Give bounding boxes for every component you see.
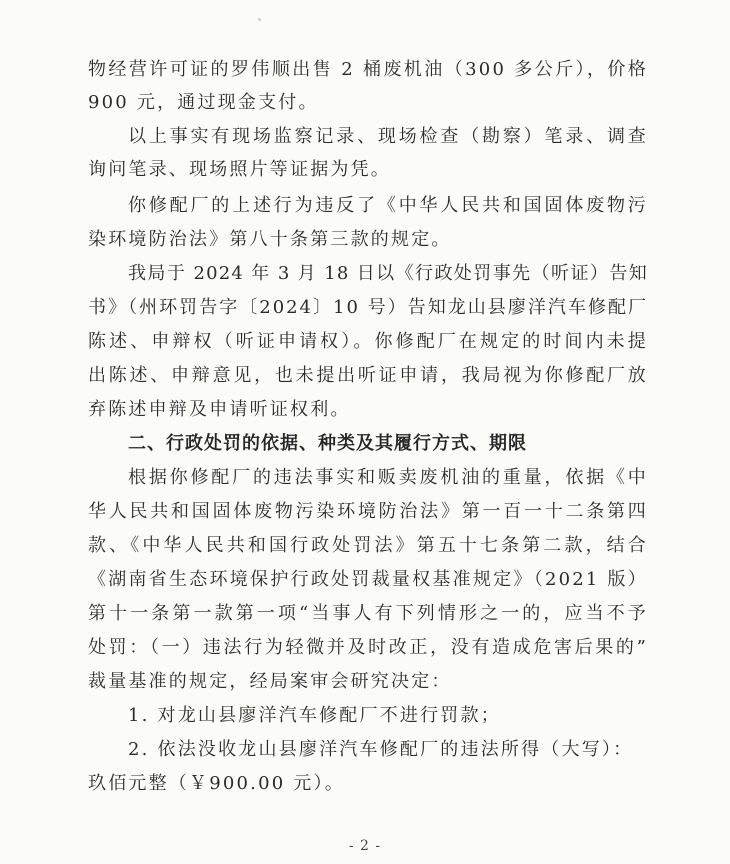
scan-speck [258,18,261,21]
list-item: 1. 对龙山县廖洋汽车修配厂不进行罚款； [128,705,501,726]
page-number: - 2 - [348,838,382,854]
body-line: 第十一条第一款第一项“当事人有下列情形之一的，应当不予 [88,603,648,624]
body-line: 书》（州环罚告字〔2024〕10 号）告知龙山县廖洋汽车修配厂 [88,297,648,318]
body-line: 陈述、申辩权（听证申请权）。你修配厂在规定的时间内未提 [88,331,648,352]
section-heading: 二、行政处罚的依据、种类及其履行方式、期限 [128,433,527,454]
body-line: 我局于 2024 年 3 月 18 日以《行政处罚事先（听证）告知 [128,263,648,284]
body-line: 染环境防治法》第八十条第三款的规定。 [88,229,452,250]
body-line: 900 元，通过现金支付。 [88,92,319,113]
body-line: 《湖南省生态环境保护行政处罚裁量权基准规定》（2021 版） [88,569,648,590]
body-line: 物经营许可证的罗伟顺出售 2 桶废机油（300 多公斤），价格 [88,59,648,80]
body-line: 处罚：（一）违法行为轻微并及时改正，没有造成危害后果的” [88,637,648,658]
body-line: 出陈述、申辩意见，也未提出听证申请，我局视为你修配厂放 [88,365,648,386]
body-line: 华人民共和国固体废物污染环境防治法》第一百一十二条第四 [88,501,648,522]
body-line: 以上事实有现场监察记录、现场检查（勘察）笔录、调查 [128,126,648,147]
body-line: 根据你修配厂的违法事实和贩卖废机油的重量，依据《中 [128,467,648,488]
body-line: 询问笔录、现场照片等证据为凭。 [88,159,391,180]
body-line: 玖佰元整（￥900.00 元）。 [88,773,345,794]
list-item: 2. 依法没收龙山县廖洋汽车修配厂的违法所得（大写）： [128,739,634,760]
body-line: 款、《中华人民共和国行政处罚法》第五十七条第二款，结合 [88,535,648,556]
body-line: 你修配厂的上述行为违反了《中华人民共和国固体废物污 [128,195,648,216]
body-line: 弃陈述申辩及申请听证权利。 [88,399,351,420]
body-line: 裁量基准的规定，经局案审会研究决定： [88,671,452,692]
